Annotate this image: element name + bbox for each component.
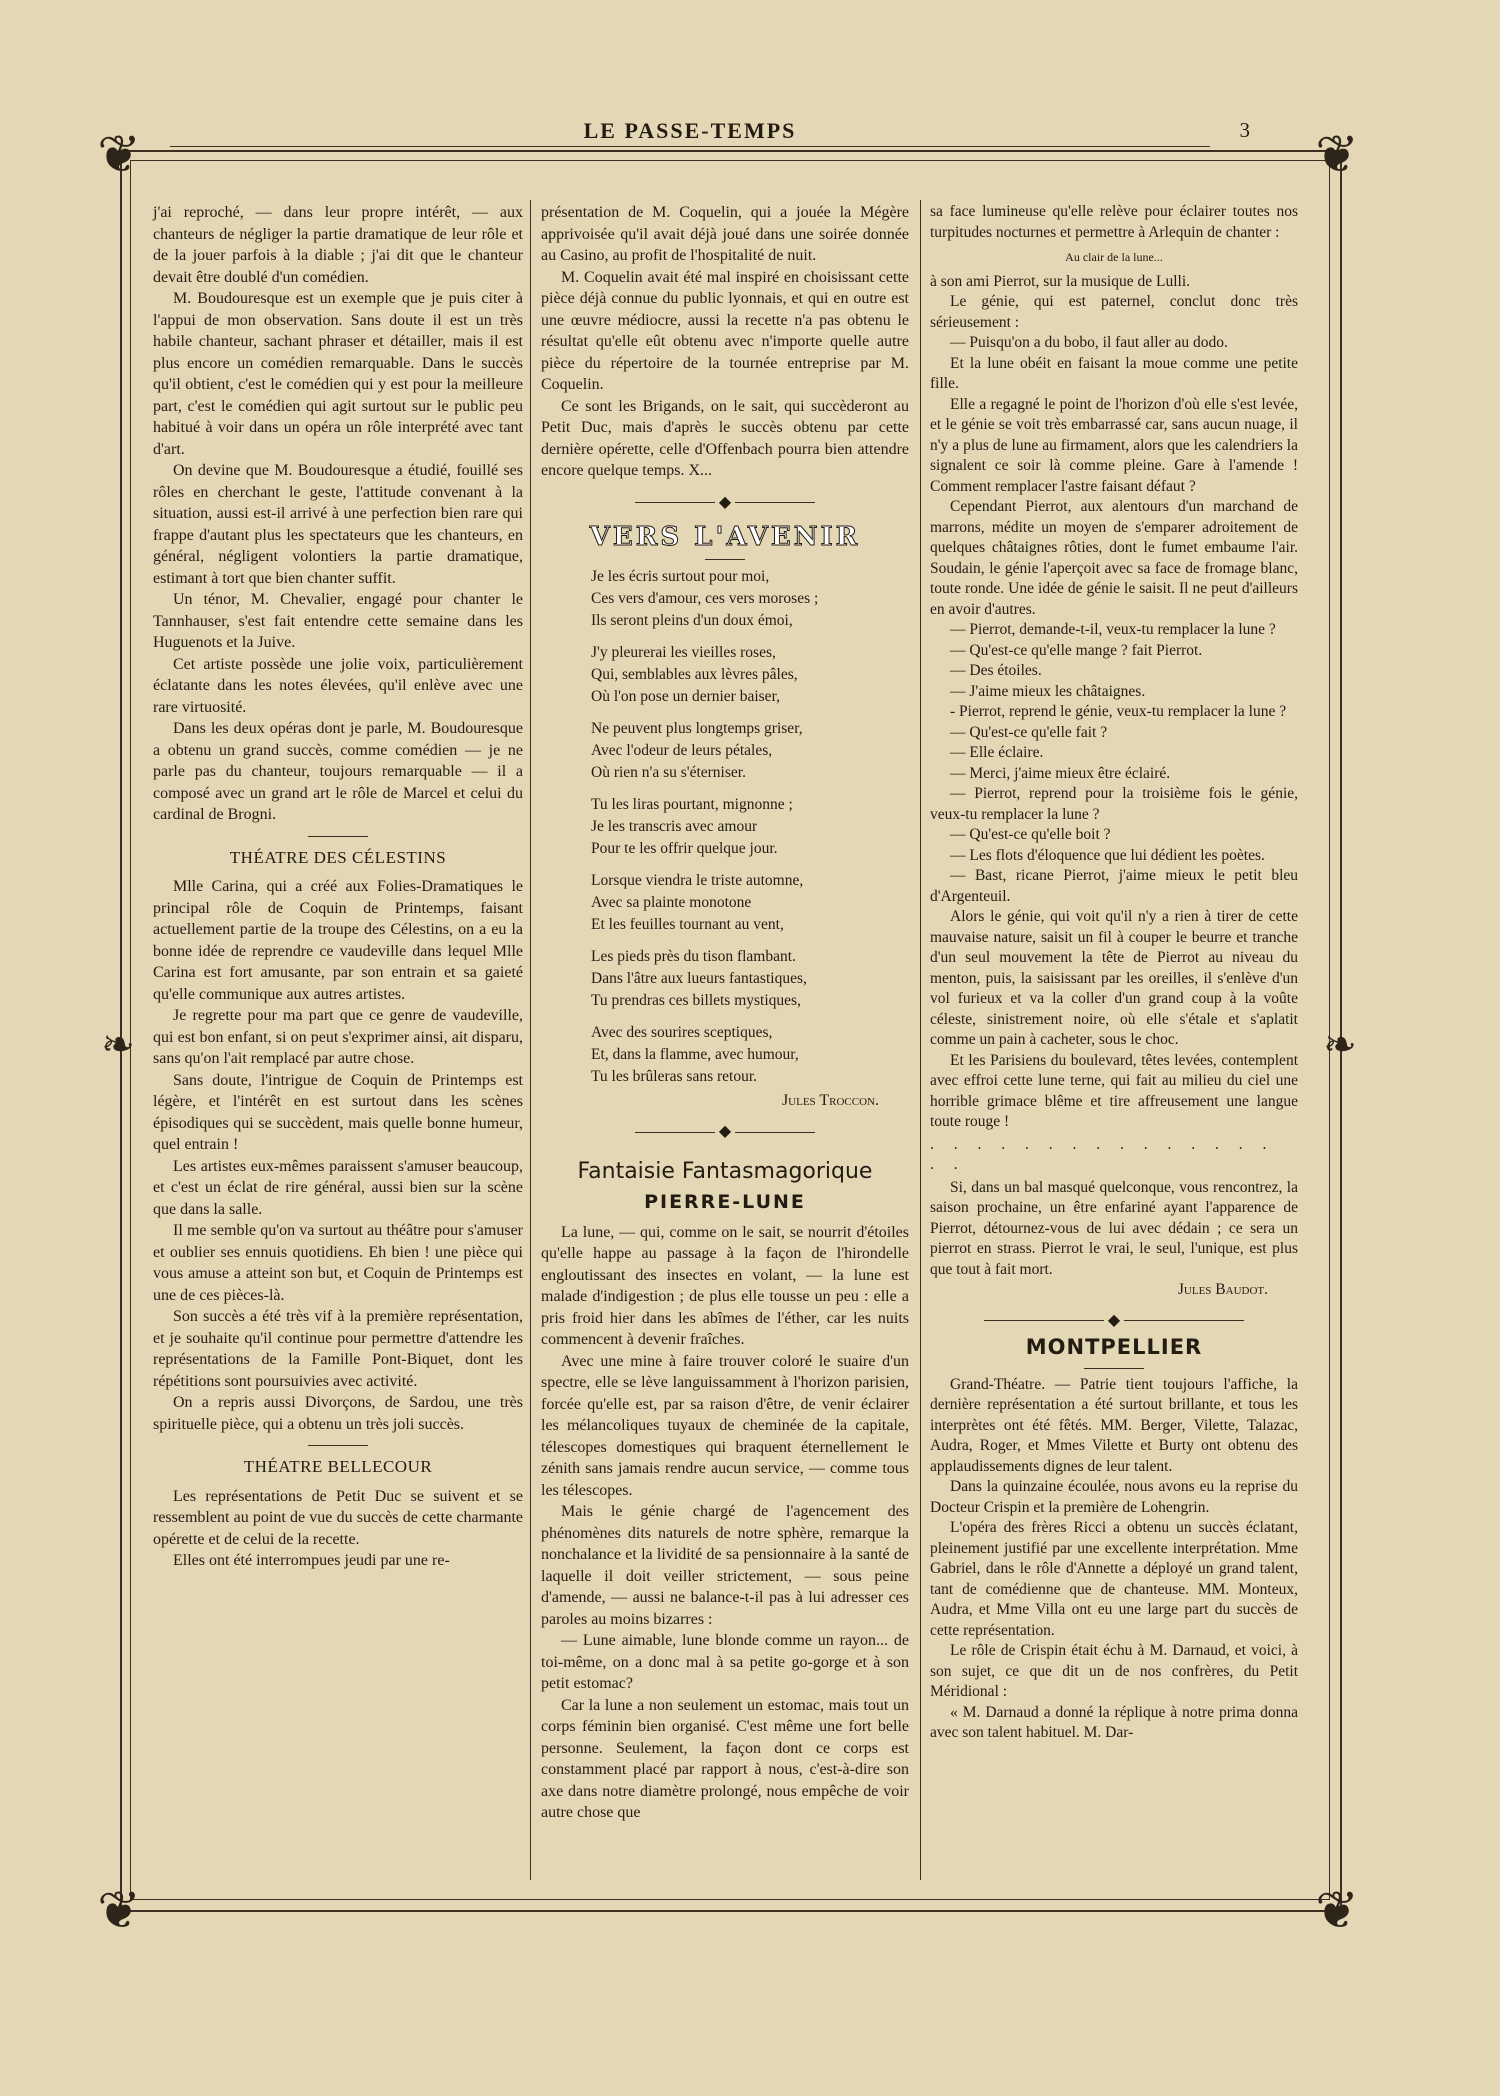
story-section-title: Fantaisie Fantasmagorique [577, 1158, 873, 1184]
paragraph: Mlle Carina, qui a créé aux Folies-Dramatiques le principal rôle de Coquin de Printemps, faisant actuellement partie de la troupe des Célestins, on a eu la bonne idée de reprendre ce vaudeville dans lequel Mlle Carina est fort amusante, par son entrain et sa gaieté qu'elle communique aux autres artistes. [153, 878, 523, 1003]
corner-ornament-icon: ❦ [97, 125, 141, 185]
verse-line: Et, dans la flamme, avec humour, [591, 1045, 799, 1063]
header-rule [170, 146, 1210, 147]
verse-line: J'y pleurerai les vieilles roses, [591, 643, 776, 661]
stanza [591, 566, 909, 632]
paragraph: Cet artiste possède une jolie voix, particulièrement éclatante dans les notes élevées, qu'il enlève avec une rare virtuosité. [153, 655, 523, 716]
column-1 [153, 202, 523, 1572]
story-signature: Jules Baudot. [1177, 1281, 1268, 1298]
page-number: 3 [1239, 118, 1250, 142]
verse-line: Lorsque viendra le triste automne, [591, 871, 804, 889]
paragraph: Dans la quinzaine écoulée, nous avons eu la reprise du Docteur Crispin et la première de Lohengrin. [930, 1478, 1298, 1516]
side-ornament-icon: ❧ [1323, 1022, 1357, 1068]
paragraph: j'ai reproché, — dans leur propre intérêt, — aux chanteurs de négliger la partie dramatique de leur rôle et de la jouer parfois à la diable ; j'ai dit que le chanteur devait être doublé d'un comédien. [153, 204, 523, 286]
paragraph: — Elle éclaire. [950, 744, 1044, 761]
paragraph: — Qu'est-ce qu'elle mange ? fait Pierrot. [950, 641, 1203, 659]
paragraph: Avec une mine à faire trouver coloré le suaire d'un spectre, elle se lève languissamment à l'horizon parisien, forcée qu'elle est, par sa raison d'être, de venir éclairer les mélancoliques tuyaux de cheminée de la capitale, télescopes domestiques qui braquent éternellement le zénith sans jamais rendre aucun service, — comme tous les télescopes. [541, 1352, 909, 1499]
paragraph: — Lune aimable, lune blonde comme un rayon... de toi-même, on a donc mal à sa petite go-gorge et à son petit estomac? [541, 1632, 909, 1692]
corner-ornament-icon: ❦ [1315, 1881, 1359, 1941]
verse-line: Pour te les offrir quelque jour. [591, 839, 778, 857]
poem-title: VERS L'AVENIR [589, 522, 861, 552]
poem [591, 566, 909, 1088]
fleuron-divider: ◆ [930, 1311, 1298, 1332]
paragraph: Son succès a été très vif à la première représentation, et je souhaite qu'il continue pour permettre d'attendre les représentations de la Famille Pont-Biquet, dont les répétitions sont poursuivies avec activité. [153, 1308, 523, 1390]
paragraph: sa face lumineuse qu'elle relève pour éclairer toutes nos turpitudes nocturnes et permettre à Arlequin de chanter : [930, 203, 1298, 241]
paragraph: à son ami Pierrot, sur la musique de Lulli. [930, 272, 1191, 290]
paragraph: On devine que M. Boudouresque a étudié, fouillé ses rôles en cherchant le geste, l'attitude convenant à la situation, aussi est-il arrivé à une perfection bien rare qui frappe d'autant plus les spectateurs que les chanteurs, en général, négligent volontiers la partie dramatique, estimant à tort que bien chanter suffit. [153, 462, 523, 587]
paragraph: On a repris aussi Divorçons, de Sardou, une très spirituelle pièce, qui a obtenu un très joli succès. [153, 1394, 523, 1433]
section-divider [308, 1445, 368, 1446]
column-separator [530, 200, 531, 1880]
paragraph: — Qu'est-ce qu'elle boit ? [950, 826, 1111, 843]
paragraph: — Puisqu'on a du bobo, il faut aller au dodo. [950, 334, 1228, 351]
paragraph: Il me semble qu'on va surtout au théâtre pour s'amuser et oublier ses ennuis quotidiens. Eh bien ! une pièce qui vous amuse a atteint son but, et Coquin de Printemps est une de ces pièces-là. [153, 1222, 523, 1304]
paragraph: Et les Parisiens du boulevard, têtes levées, contemplent avec effroi cette lune terne, qui fait au milieu du ciel une horrible grimace blême et tire affreusement une langue toute rouge ! [930, 1051, 1298, 1130]
paragraph: présentation de M. Coquelin, qui a jouée la Mégère apprivoisée qu'il avait déjà joué dans une soirée donnée au Casino, au profit de l'hospitalité de nuit. [541, 204, 909, 264]
verse-line: Tu prendras ces billets mystiques, [591, 991, 801, 1009]
verse-line: Tu les liras pourtant, mignonne ; [591, 795, 793, 813]
column-2 [541, 202, 909, 1824]
verse-line: Ils seront pleins d'un doux émoi, [591, 611, 793, 629]
section-title-celestins: THÉATRE DES CÉLESTINS [229, 847, 447, 867]
poem-signature: Jules Troccon. [781, 1091, 879, 1109]
paragraph: Car la lune a non seulement un estomac, mais tout un corps féminin bien organisé. C'est même une fort belle personne. Seulement, la façon dont ce corps est constamment placé par rapport à nous, c'est-à-dire son axe dans notre diamètre prolongé, nous empêche de voir autre chose que [541, 1696, 909, 1821]
paragraph: Un ténor, M. Chevalier, engagé pour chanter le Tannhauser, s'est fait entendre cette semaine dans les Huguenots et la Juive. [153, 591, 523, 651]
side-ornament-icon: ❧ [101, 1022, 135, 1068]
stanza [591, 718, 909, 784]
verse-line: Dans l'âtre aux lueurs fantastiques, [591, 969, 807, 987]
paragraph: Cependant Pierrot, aux alentours d'un marchand de marrons, médite un moyen de s'emparer adroitement de quelques châtaignes rôties, dont le fumet embaume l'air. Soudain, le génie l'aperçoit avec sa face de fromage blanc, toute ronde. Une idée de génie le saisit. Il ne peut d'ailleurs en avoir d'autres. [930, 498, 1298, 618]
paragraph: Si, dans un bal masqué quelconque, vous rencontrez, la saison prochaine, un être enfariné ayant l'apparence de Pierrot, détournez-vous de lui avec dédain ; ce sera un pierrot en strass. Pierrot le vrai, le seul, l'unique, est plus que tout à fait mort. [930, 1178, 1298, 1278]
verse-line: Je les transcris avec amour [591, 817, 758, 835]
paragraph: M. Coquelin avait été mal inspiré en choisissant cette pièce déjà connue du public lyonnais, et qui en outre est une œuvre médiocre, aussi la recette n'a pas obtenu le résultat qu'elle eût obtenu avec n'importe quelle autre pièce du répertoire de la tournée entreprise par M. Coquelin. [541, 268, 909, 393]
paragraph: - Pierrot, reprend le génie, veux-tu remplacer la lune ? [950, 703, 1287, 720]
paragraph: — Pierrot, demande-t-il, veux-tu remplacer la lune ? [950, 621, 1276, 638]
journal-title: LE PASSE-TEMPS [583, 118, 797, 143]
paragraph: Le rôle de Crispin était échu à M. Darnaud, et voici, à son sujet, ce que dit un de nos confrères, du Petit Méridional : [930, 1642, 1298, 1700]
ellipsis-line: . . . . . . . . . . . . . . . . . [930, 1135, 1275, 1173]
verse-line: Ne peuvent plus longtemps griser, [591, 719, 803, 737]
paragraph: L'opéra des frères Ricci a obtenu un succès éclatant, pleinement justifié par une excellente interprétation. Mme Gabriel, dans le rôle d'Annette a déployé un grand talent, tant de comédienne que de chanteuse. MM. Monteux, Audra, et Mme Villa ont eu une large part du succès de cette représentation. [930, 1519, 1298, 1639]
verse-line: Tu les brûleras sans retour. [591, 1067, 758, 1085]
paragraph: Grand-Théatre. — Patrie tient toujours l'affiche, la dernière représentation a été surtout brillante, et tous les interprètes ont été fêtés. MM. Berger, Vilette, Talazac, Audra, Roger, et Mmes Vilette et Burty ont obtenu des applaudissements dignes de leur talent. [930, 1375, 1298, 1475]
paragraph: M. Boudouresque est un exemple que je puis citer à l'appui de mon observation. Sans doute il est un très habile chanteur, sachant phraser et détailler, mais il est plus encore un comédien remarquable. Dans le succès qu'il obtient, c'est le comédien qui y est pour la meilleure part, c'est le comédien qui agit surtout sur le public peu habitué à voir dans un opéra un rôle interprété avec tant d'art. [153, 290, 523, 458]
paragraph: Et la lune obéit en faisant la moue comme une petite fille. [930, 354, 1298, 392]
verse-line: Je les écris surtout pour moi, [591, 567, 770, 585]
verse-line: Avec l'odeur de leurs pétales, [591, 741, 773, 759]
paragraph: — Bast, ricane Pierrot, j'aime mieux le petit bleu d'Argenteuil. [930, 867, 1298, 905]
paragraph: Elles ont été interrompues jeudi par une re- [173, 1552, 450, 1569]
verse-line: Les pieds près du tison flambant. [591, 947, 796, 965]
paragraph: Ce sont les Brigands, on le sait, qui succèderont au Petit Duc, mais d'après le succès obtenu par cette dernière opérette, celle d'Offenbach pourra bien attendre encore quelque temps. X... [541, 397, 909, 479]
paragraph: Mais le génie chargé de l'agencement des phénomènes dits naturels de notre sphère, remarque la nonchalance et la lividité de sa pensionnaire à la santé de laquelle il doit veiller strictement, — sous peine d'amende, — aussi ne balance-t-il pas à lui adresser ces paroles au moins bizarres : [541, 1503, 909, 1628]
paragraph: — Des étoiles. [950, 662, 1042, 679]
verse-line: Où l'on pose un dernier baiser, [591, 687, 780, 705]
story-title: PIERRE-LUNE [644, 1191, 806, 1213]
paragraph: Dans les deux opéras dont je parle, M. Boudouresque a obtenu un grand succès, comme comédien — je ne parle pas du chanteur, toujours remarquable — il a composé avec un grand art le rôle de Marcel et celui du cardinal de Brogni. [153, 720, 523, 823]
paragraph: La lune, — qui, comme on le sait, se nourrit d'étoiles qu'elle happe au passage à la façon de l'hirondelle engloutissant des insectes en volant, — la lune est malade d'indigestion ; de plus elle tousse un peu : elle a pris froid hier dans les abîmes de l'éther, car les nuits commencent à devenir fraîches. [541, 1223, 909, 1348]
stanza [591, 642, 909, 708]
stanza [591, 1022, 909, 1088]
corner-ornament-icon: ❦ [97, 1881, 141, 1941]
paragraph: Je regrette pour ma part que ce genre de vaudeville, qui est bon enfant, si on peut s'exprimer ainsi, ait disparu, sans qu'on l'ait remplacé par autre chose. [153, 1007, 523, 1067]
song-quote: Au clair de la lune... [1065, 250, 1163, 264]
verse-line: Avec sa plainte monotone [591, 893, 752, 911]
fleuron-divider: ◆ [541, 1121, 909, 1143]
paragraph: Les représentations de Petit Duc se suivent et se ressemblent au point de vue du succès de cette charmante opérette et de celui de la recette. [153, 1487, 523, 1548]
column-separator [920, 200, 921, 1880]
verse-line: Qui, semblables aux lèvres pâles, [591, 665, 798, 683]
section-title-bellecour: THÉATRE BELLECOUR [243, 1457, 433, 1476]
paragraph: « M. Darnaud a donné la réplique à notre prima donna avec son talent habituel. M. Dar- [930, 1703, 1298, 1741]
title-rule [705, 559, 745, 560]
corner-ornament-icon: ❦ [1315, 125, 1359, 185]
fleuron-divider: ◆ [541, 492, 909, 514]
paragraph: — Pierrot, reprend pour la troisième fois le génie, veux-tu remplacer la lune ? [930, 785, 1298, 823]
paragraph: Le génie, qui est paternel, conclut donc très sérieusement : [930, 293, 1298, 331]
paragraph: — Les flots d'éloquence que lui dédient les poètes. [950, 846, 1265, 864]
section-title-montpellier: MONTPELLIER [1025, 1335, 1203, 1359]
section-divider [308, 836, 368, 837]
verse-line: Et les feuilles tournant au vent, [591, 915, 784, 933]
verse-line: Avec des sourires sceptiques, [591, 1023, 773, 1041]
paragraph: — Merci, j'aime mieux être éclairé. [950, 764, 1171, 782]
paragraph: — J'aime mieux les châtaignes. [950, 682, 1146, 700]
title-rule [1084, 1368, 1144, 1369]
verse-line: Où rien n'a su s'éterniser. [591, 763, 746, 781]
stanza [591, 946, 909, 1012]
column-3 [930, 202, 1298, 1744]
verse-line: Ces vers d'amour, ces vers moroses ; [591, 589, 819, 607]
stanza [591, 794, 909, 860]
paragraph: — Qu'est-ce qu'elle fait ? [950, 723, 1108, 741]
stanza [591, 870, 909, 936]
paragraph: Sans doute, l'intrigue de Coquin de Printemps est légère, et l'intérêt en est surtout dans les scènes épisodiques qui se succèdent, mais quelle bonne humeur, quel entrain ! [153, 1071, 523, 1153]
paragraph: Les artistes eux-mêmes paraissent s'amuser beaucoup, et c'est un éclat de rire général, aussi bien sur la scène que dans la salle. [153, 1157, 523, 1218]
paragraph: Alors le génie, qui voit qu'il n'y a rien à tirer de cette mauvaise nature, saisit un fil à couper le beurre et tranche d'un seul mouvement la tête de Pierrot au niveau du menton, puis, la saisissant par les oreilles, il s'enlève d'un vol furieux et va la coller d'un grand coup à la voûte céleste, sinistrement noire, où elle s'étale et s'aplatit comme un pain à cacheter, sous le choc. [930, 908, 1298, 1048]
page-header [130, 118, 1250, 150]
paragraph: Elle a regagné le point de l'horizon d'où elle s'est levée, et le génie se voit très embarrassé car, sans aucun nuage, il n'y a plus de lune au firmament, alors que les calendriers la signalent ce soir là comme pleine. Gare à l'amende ! Comment remplacer l'astre faisant défaut ? [930, 395, 1298, 495]
